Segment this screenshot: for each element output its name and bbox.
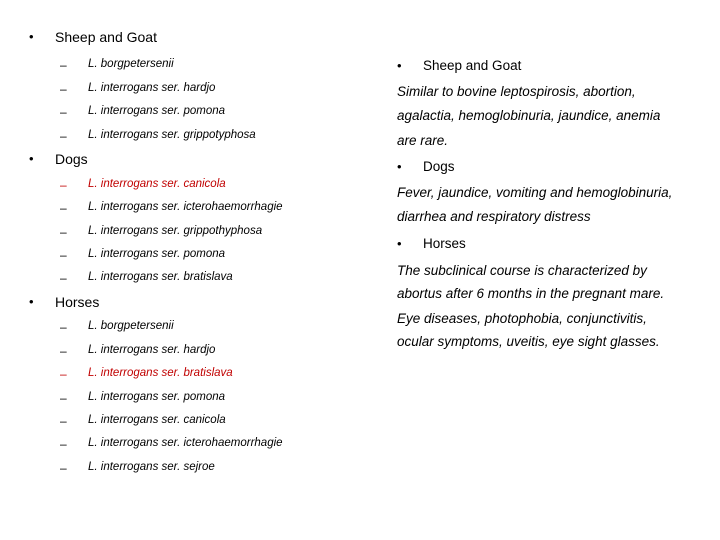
description-line: Eye diseases, photophobia, conjunctivitis, (397, 311, 647, 326)
heading-sheep-goat: Sheep and Goat (423, 58, 522, 73)
serovar-item: L. borgpetersenii (88, 320, 174, 332)
description-line: agalactia, hemoglobinuria, jaundice, anemia (397, 108, 661, 123)
serovar-item: L. interrogans ser. grippotyphosa (88, 129, 256, 141)
dash: – (60, 201, 67, 215)
serovar-item: L. interrogans ser. pomona (88, 105, 226, 117)
dash: – (60, 461, 67, 475)
serovar-item: L. interrogans ser. hardjo (88, 82, 216, 94)
serovar-item: L. borgpetersenii (88, 58, 174, 70)
heading-dogs: Dogs (55, 151, 88, 167)
serovar-item: L. interrogans ser. hardjo (88, 344, 216, 356)
bullet-horses: • (397, 236, 402, 251)
dash: – (60, 437, 67, 451)
dash: – (60, 129, 67, 143)
description-line: Similar to bovine leptospirosis, abortion, (397, 84, 636, 99)
description-line: diarrhea and respiratory distress (397, 209, 591, 224)
description-line: are rare. (397, 133, 449, 148)
description-line: abortus after 6 months in the pregnant mare. (397, 286, 665, 301)
dash: – (60, 344, 67, 358)
dash: – (60, 414, 67, 428)
serovar-item: L. interrogans ser. icterohaemorrhagie (88, 201, 283, 213)
serovar-item-highlighted: L. interrogans ser. canicola (88, 178, 226, 190)
serovar-item: L. interrogans ser. grippothyphosa (88, 225, 263, 237)
dash: – (60, 248, 67, 262)
bullet-dogs: • (29, 151, 34, 166)
heading-horses: Horses (423, 236, 466, 251)
dash: – (60, 225, 67, 239)
serovar-item: L. interrogans ser. pomona (88, 391, 226, 403)
dash: – (60, 178, 67, 192)
serovar-item: L. interrogans ser. bratislava (88, 271, 233, 283)
serovar-item-highlighted: L. interrogans ser. bratislava (88, 367, 233, 379)
serovar-item: L. interrogans ser. canicola (88, 414, 226, 426)
dash: – (60, 105, 67, 119)
description-line: Fever, jaundice, vomiting and hemoglobinuria, (397, 185, 673, 200)
dash: – (60, 367, 67, 381)
bullet-sheep-goat: • (29, 29, 34, 44)
dash: – (60, 82, 67, 96)
serovar-item: L. interrogans ser. sejroe (88, 461, 215, 473)
dash: – (60, 271, 67, 285)
heading-dogs: Dogs (423, 159, 455, 174)
bullet-horses: • (29, 294, 34, 309)
bullet-sheep-goat: • (397, 58, 402, 73)
dash: – (60, 391, 67, 405)
bullet-dogs: • (397, 159, 402, 174)
serovar-item: L. interrogans ser. pomona (88, 248, 226, 260)
heading-sheep-goat: Sheep and Goat (55, 29, 157, 45)
dash: – (60, 58, 67, 72)
dash: – (60, 320, 67, 334)
description-line: The subclinical course is characterized by (397, 263, 647, 278)
heading-horses: Horses (55, 294, 100, 310)
serovar-item: L. interrogans ser. icterohaemorrhagie (88, 437, 283, 449)
description-line: ocular symptoms, uveitis, eye sight glasses. (397, 334, 660, 349)
